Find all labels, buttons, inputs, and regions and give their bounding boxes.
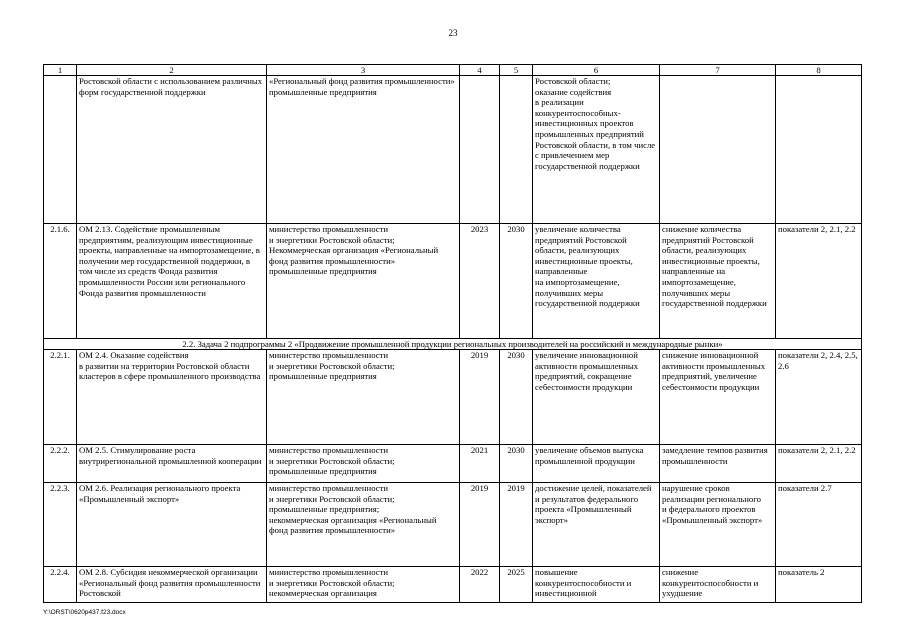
- section-row: [44, 339, 862, 350]
- executor-cell: министерство промышленности и энергетики Ростовской области; промышленные предприятия: [267, 445, 460, 483]
- table-row: [44, 76, 862, 224]
- start-year-cell: 2021: [460, 445, 500, 483]
- expected-result-cell: повышение конкурентоспособности и инвестиционной: [533, 567, 660, 603]
- indicators-cell: показатели 2, 2.1, 2.2: [776, 224, 862, 339]
- executor-cell: министерство промышленности и энергетики Ростовской области; промышленные предприятия: [267, 350, 460, 445]
- file-path-footer: Y:\ORST\0620p437.f23.docx: [43, 609, 126, 616]
- executor-cell: министерство промышленности и энергетики Ростовской области; Некоммерческая организация «Региональный фонд развития промышленности» промышленные предприятия: [267, 224, 460, 339]
- expected-result-cell: увеличение объемов выпуска промышленной продукции: [533, 445, 660, 483]
- measure-name-cell: ОМ 2.8. Субсидия некоммерческой организации «Региональный фонд развития промышленности Ростовской: [77, 567, 267, 603]
- end-year-cell: 2019: [500, 483, 533, 567]
- end-year-cell: 2030: [500, 445, 533, 483]
- row-number-cell: 2.1.6.: [44, 224, 77, 339]
- indicators-cell: показатель 2: [776, 567, 862, 603]
- column-header: 1: [44, 65, 77, 76]
- measure-name-cell: ОМ 2.6. Реализация регионального проекта «Промышленный экспорт»: [77, 483, 267, 567]
- end-year-cell: 2025: [500, 567, 533, 603]
- indicators-cell: показатели 2, 2.4, 2.5, 2.6: [776, 350, 862, 445]
- measures-table: [43, 64, 862, 603]
- table-row: [44, 567, 862, 603]
- executor-cell: министерство промышленности и энергетики Ростовской области; некоммерческая организация: [267, 567, 460, 603]
- measure-name-cell: Ростовской области с использованием различных форм государственной поддержки: [77, 76, 267, 224]
- consequences-cell: замедление темпов развития промышленности: [660, 445, 776, 483]
- table-row: [44, 483, 862, 567]
- consequences-cell: снижение конкурентоспособности и ухудшение: [660, 567, 776, 603]
- executor-cell: «Региональный фонд развития промышленности» промышленные предприятия: [267, 76, 460, 224]
- consequences-cell: снижение инновационной активности промышленных предприятий, увеличение себестоимости продукции: [660, 350, 776, 445]
- indicators-cell: показатели 2, 2.1, 2.2: [776, 445, 862, 483]
- row-number-cell: 2.2.2.: [44, 445, 77, 483]
- row-number-cell: 2.2.4.: [44, 567, 77, 603]
- row-number-cell: [44, 76, 77, 224]
- end-year-cell: 2030: [500, 350, 533, 445]
- table-row: [44, 224, 862, 339]
- column-header: 8: [776, 65, 862, 76]
- page-number: 23: [448, 28, 458, 38]
- expected-result-cell: увеличение инновационной активности промышленных предприятий, сокращение себестоимости продукции: [533, 350, 660, 445]
- start-year-cell: 2023: [460, 224, 500, 339]
- indicators-cell: показатели 2.7: [776, 483, 862, 567]
- expected-result-cell: Ростовской области; оказание содействия в реализации конкурентоспособных-инвестиционных проектов промышленных предприятий Ростовской области, в том числе с привлечением мер государственной поддержки: [533, 76, 660, 224]
- table-row: [44, 445, 862, 483]
- start-year-cell: 2019: [460, 350, 500, 445]
- expected-result-cell: достижение целей, показателей и результатов федерального проекта «Промышленный экспорт»: [533, 483, 660, 567]
- column-header: 3: [267, 65, 460, 76]
- measure-name-cell: ОМ 2.13. Содействие промышленным предприятиям, реализующим инвестиционные проекты, направленные на импортозамещение, в получении мер государственной поддержки, в том числе из средств Фонда развития промышленности России или регионального Фонда развития промышленности: [77, 224, 267, 339]
- expected-result-cell: увеличение количества предприятий Ростовской области, реализующих инвестиционные проекты, направленные на импортозамещение, получивших меры государственной поддержки: [533, 224, 660, 339]
- column-header: 2: [77, 65, 267, 76]
- column-header: 4: [460, 65, 500, 76]
- end-year-cell: 2030: [500, 224, 533, 339]
- consequences-cell: [660, 76, 776, 224]
- section-title: 2.2. Задача 2 подпрограммы 2 «Продвижение промышленной продукции региональных производителей на российский и международные рынки»: [44, 339, 862, 350]
- consequences-cell: нарушение сроков реализации регионального и федерального проектов «Промышленный экспорт»: [660, 483, 776, 567]
- measure-name-cell: ОМ 2.4. Оказание содействия в развитии на территории Ростовской области кластеров в сфере промышленного производства: [77, 350, 267, 445]
- row-number-cell: 2.2.1.: [44, 350, 77, 445]
- column-header: 6: [533, 65, 660, 76]
- column-header: 5: [500, 65, 533, 76]
- end-year-cell: [500, 76, 533, 224]
- indicators-cell: [776, 76, 862, 224]
- column-header-row: [44, 65, 862, 76]
- column-header: 7: [660, 65, 776, 76]
- measure-name-cell: ОМ 2.5. Стимулирование роста внутрирегиональной промышленной кооперации: [77, 445, 267, 483]
- consequences-cell: снижение количества предприятий Ростовской области, реализующих инвестиционные проекты, направленные на импортозамещение, получивших меры государственной поддержки: [660, 224, 776, 339]
- table-row: [44, 350, 862, 445]
- start-year-cell: 2019: [460, 483, 500, 567]
- executor-cell: министерство промышленности и энергетики Ростовской области; промышленные предприятия; некоммерческая организация «Региональный фонд развития промышленности»: [267, 483, 460, 567]
- start-year-cell: 2022: [460, 567, 500, 603]
- start-year-cell: [460, 76, 500, 224]
- row-number-cell: 2.2.3.: [44, 483, 77, 567]
